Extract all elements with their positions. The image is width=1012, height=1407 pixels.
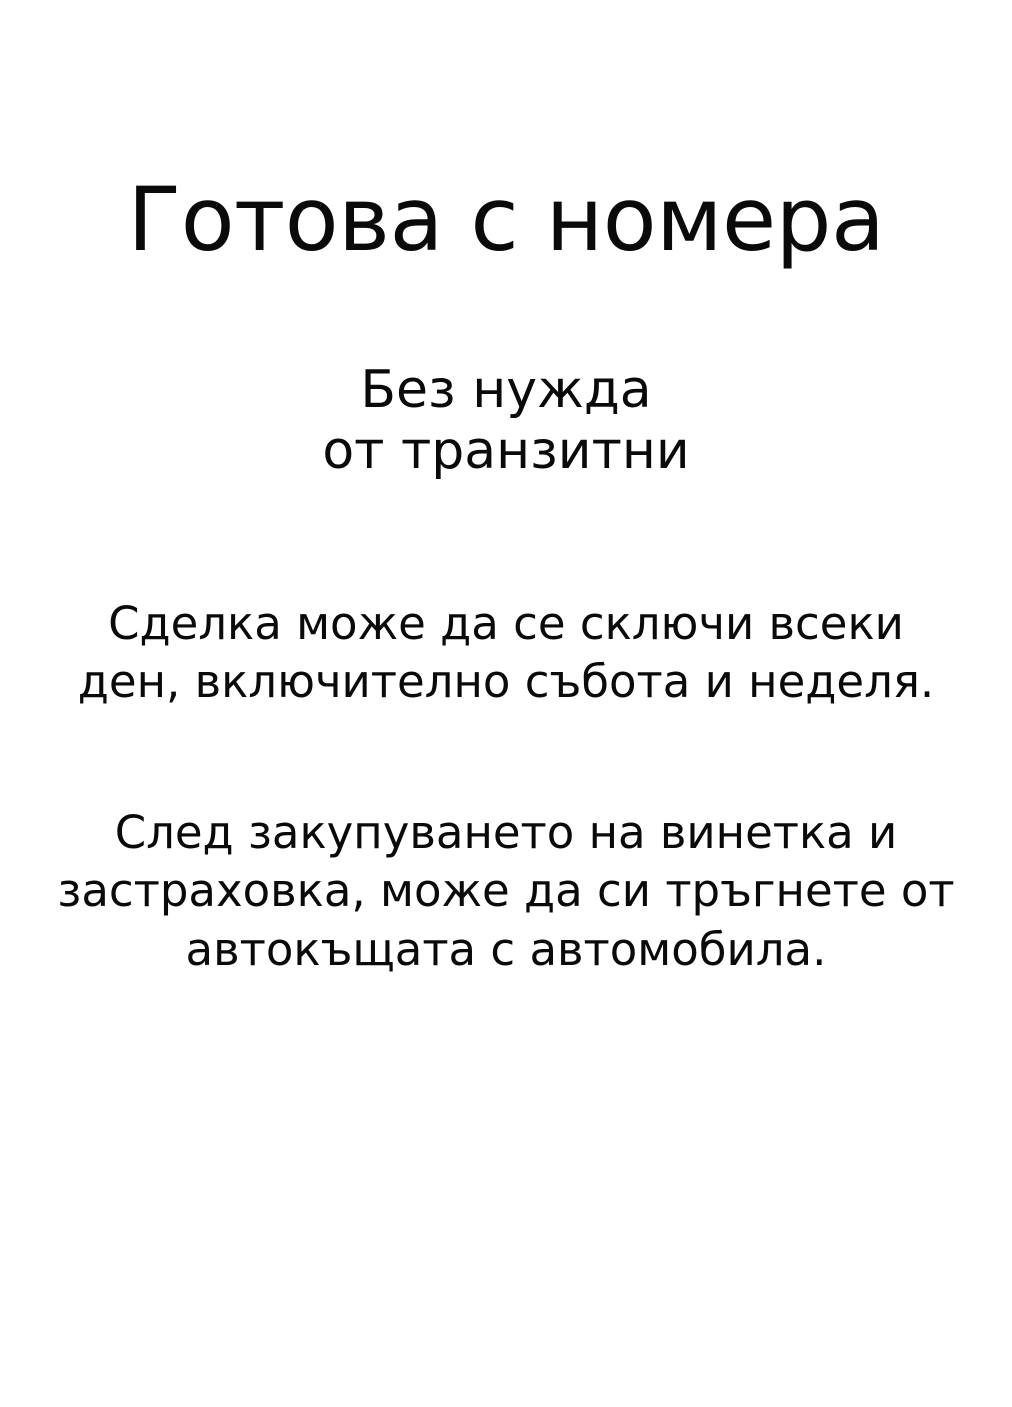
- page-title: Готова с номера: [127, 168, 885, 271]
- paragraph-vignette-insurance: [28, 712, 984, 980]
- paragraph-deal-availability: [28, 483, 984, 712]
- paragraph-1-line-1: Сделка може да се сключи всеки: [108, 596, 904, 650]
- subheading-line-1: Без нужда: [360, 360, 652, 420]
- paragraph-2-line-1: След закупуването на винетка и: [114, 805, 898, 859]
- paragraph-1-line-2: ден, включително събота и неделя.: [77, 655, 935, 709]
- subheading: [28, 264, 984, 483]
- paragraph-2-line-3: автокъщата с автомобила.: [185, 922, 827, 976]
- paragraph-2-line-2: застраховка, може да си тръгнете от: [57, 864, 955, 918]
- subheading-line-2: от транзитни: [322, 421, 690, 482]
